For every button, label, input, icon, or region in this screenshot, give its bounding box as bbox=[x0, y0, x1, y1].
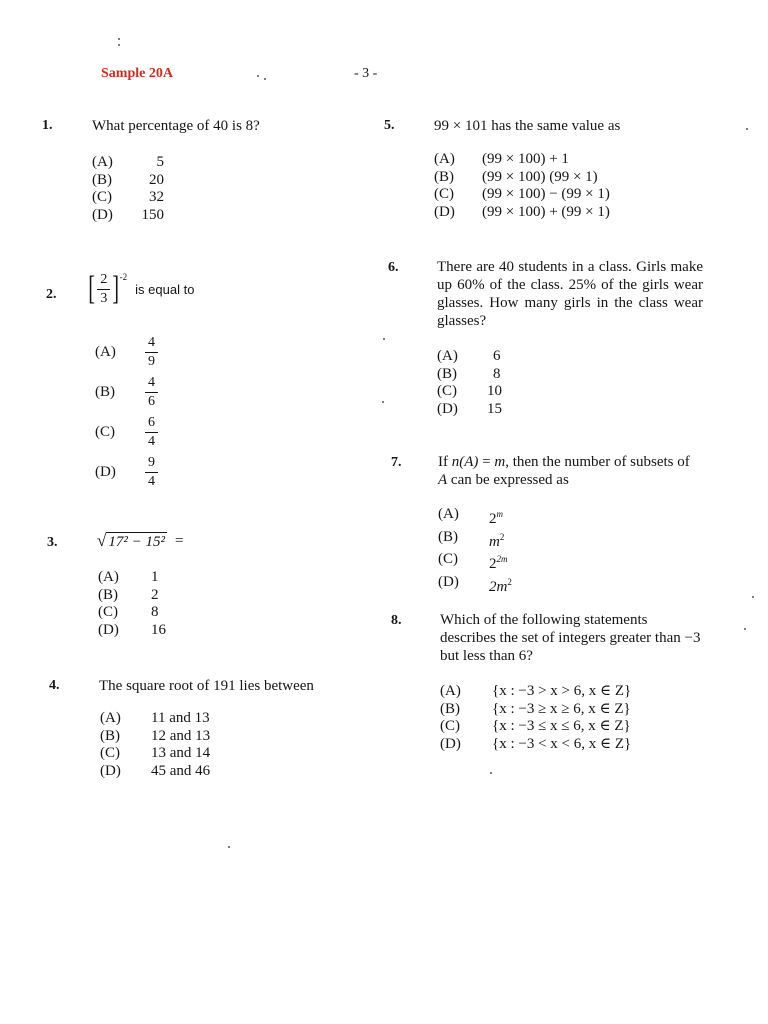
question-7-options bbox=[438, 506, 512, 596]
question-6-stem: There are 40 students in a class. Girls make up 60% of the class. 25% of the girls wear glasses. How many girls in the class wear glasses? bbox=[437, 259, 703, 329]
option-c: (C) 13 and 14 bbox=[100, 745, 211, 761]
scan-speck bbox=[744, 628, 746, 630]
option-c: (C) $2^{2m}$ bbox=[438, 551, 508, 572]
question-7-stem-line1: If n(A) = m, then the number of subsets of bbox=[438, 454, 690, 470]
option-b: (B) $m^2$ bbox=[438, 528, 505, 550]
question-5-stem: 99 × 101 has the same value as bbox=[434, 118, 621, 134]
scan-speck bbox=[118, 38, 120, 40]
option-c: (C) 10 bbox=[437, 383, 502, 399]
option-b: (B) {x : −3 ≥ x ≥ 6, x ∈ Z} bbox=[440, 700, 631, 717]
question-8-options bbox=[440, 683, 631, 753]
question-8-number: 8. bbox=[391, 613, 402, 628]
option-d: (D) $2m^2$ bbox=[438, 573, 512, 595]
option-c: (C) (99 × 100) − (99 × 1) bbox=[434, 186, 610, 202]
option-a: (A) 2$^m$ bbox=[438, 506, 503, 527]
question-1-stem: What percentage of 40 is 8? bbox=[92, 118, 260, 134]
question-5-number: 5. bbox=[384, 118, 395, 133]
q2-option-c: (C) $\frac{6}{4}$ bbox=[95, 416, 158, 449]
question-4-number: 4. bbox=[49, 678, 60, 693]
option-d: (D) {x : −3 < x < 6, x ∈ Z} bbox=[440, 735, 632, 752]
sample-label: Sample 20A bbox=[101, 66, 173, 81]
option-b: (B) 12 and 13 bbox=[100, 727, 211, 744]
option-c: (C) 32 bbox=[92, 189, 164, 205]
scan-speck bbox=[257, 75, 259, 77]
option-b: (B) 8 bbox=[437, 365, 501, 382]
question-3-number: 3. bbox=[47, 535, 58, 550]
question-2-stem: is equal to bbox=[135, 281, 195, 297]
question-6-number: 6. bbox=[388, 260, 399, 275]
option-c: (C) {x : −3 ≤ x ≤ 6, x ∈ Z} bbox=[440, 718, 631, 734]
q2-option-b: (B) $\frac{4}{6}$ bbox=[95, 376, 158, 409]
question-4-stem: The square root of 191 lies between bbox=[99, 678, 314, 694]
option-d: (D) (99 × 100) + (99 × 1) bbox=[434, 203, 610, 220]
question-1-number: 1. bbox=[42, 118, 53, 133]
option-d: (D) 45 and 46 bbox=[100, 762, 211, 779]
question-2-expression: [ $\frac{2}{3}$ ] $^{-2}$ is equal to bbox=[88, 270, 195, 307]
scan-speck bbox=[752, 596, 754, 598]
scan-speck bbox=[746, 128, 748, 130]
option-d: (D) 150 bbox=[92, 206, 164, 223]
option-a: (A) 6 bbox=[437, 348, 501, 364]
question-8-stem: Which of the following statements describes the set of integers greater than −3 but less than 6? bbox=[440, 612, 701, 664]
question-2-number: 2. bbox=[46, 287, 57, 302]
option-a: (A) 5 bbox=[92, 154, 164, 170]
option-d: (D) 16 bbox=[98, 621, 166, 638]
equals-sign: = bbox=[174, 532, 184, 549]
scan-speck bbox=[118, 44, 120, 46]
q2-option-a: (A) $\frac{4}{9}$ bbox=[95, 336, 158, 369]
question-6-options bbox=[437, 348, 502, 418]
scan-speck bbox=[264, 78, 266, 80]
scan-speck bbox=[228, 846, 230, 848]
question-7-number: 7. bbox=[391, 455, 402, 470]
scan-speck bbox=[490, 772, 492, 774]
page-number: - 3 - bbox=[354, 66, 378, 81]
question-1-options bbox=[92, 154, 164, 224]
question-7-stem-line2: A can be expressed as bbox=[438, 472, 569, 488]
question-3-expression bbox=[97, 531, 183, 551]
question-4-options bbox=[100, 710, 210, 780]
option-a: (A) {x : −3 > x > 6, x ∈ Z} bbox=[440, 683, 632, 699]
option-c: (C) 8 bbox=[98, 604, 159, 620]
sqrt-symbol: √ bbox=[97, 531, 107, 550]
radicand: 17² − 15² bbox=[108, 533, 165, 550]
exponent: -2 bbox=[119, 272, 128, 282]
q2-option-d: (D) $\frac{9}{4}$ bbox=[95, 456, 158, 489]
option-b: (B) 2 bbox=[98, 586, 159, 603]
scan-speck bbox=[382, 401, 384, 403]
option-d: (D) 15 bbox=[437, 400, 502, 417]
option-b: (B) (99 × 100) (99 × 1) bbox=[434, 168, 598, 185]
scan-speck bbox=[383, 338, 385, 340]
question-5-options bbox=[434, 151, 610, 221]
option-a: (A) (99 × 100) + 1 bbox=[434, 151, 569, 167]
question-3-options bbox=[98, 569, 166, 639]
option-a: (A) 11 and 13 bbox=[100, 710, 210, 726]
option-a: (A) 1 bbox=[98, 569, 159, 585]
base-fraction: $\frac{2}{3}$ bbox=[97, 273, 110, 306]
option-b: (B) 20 bbox=[92, 171, 164, 188]
